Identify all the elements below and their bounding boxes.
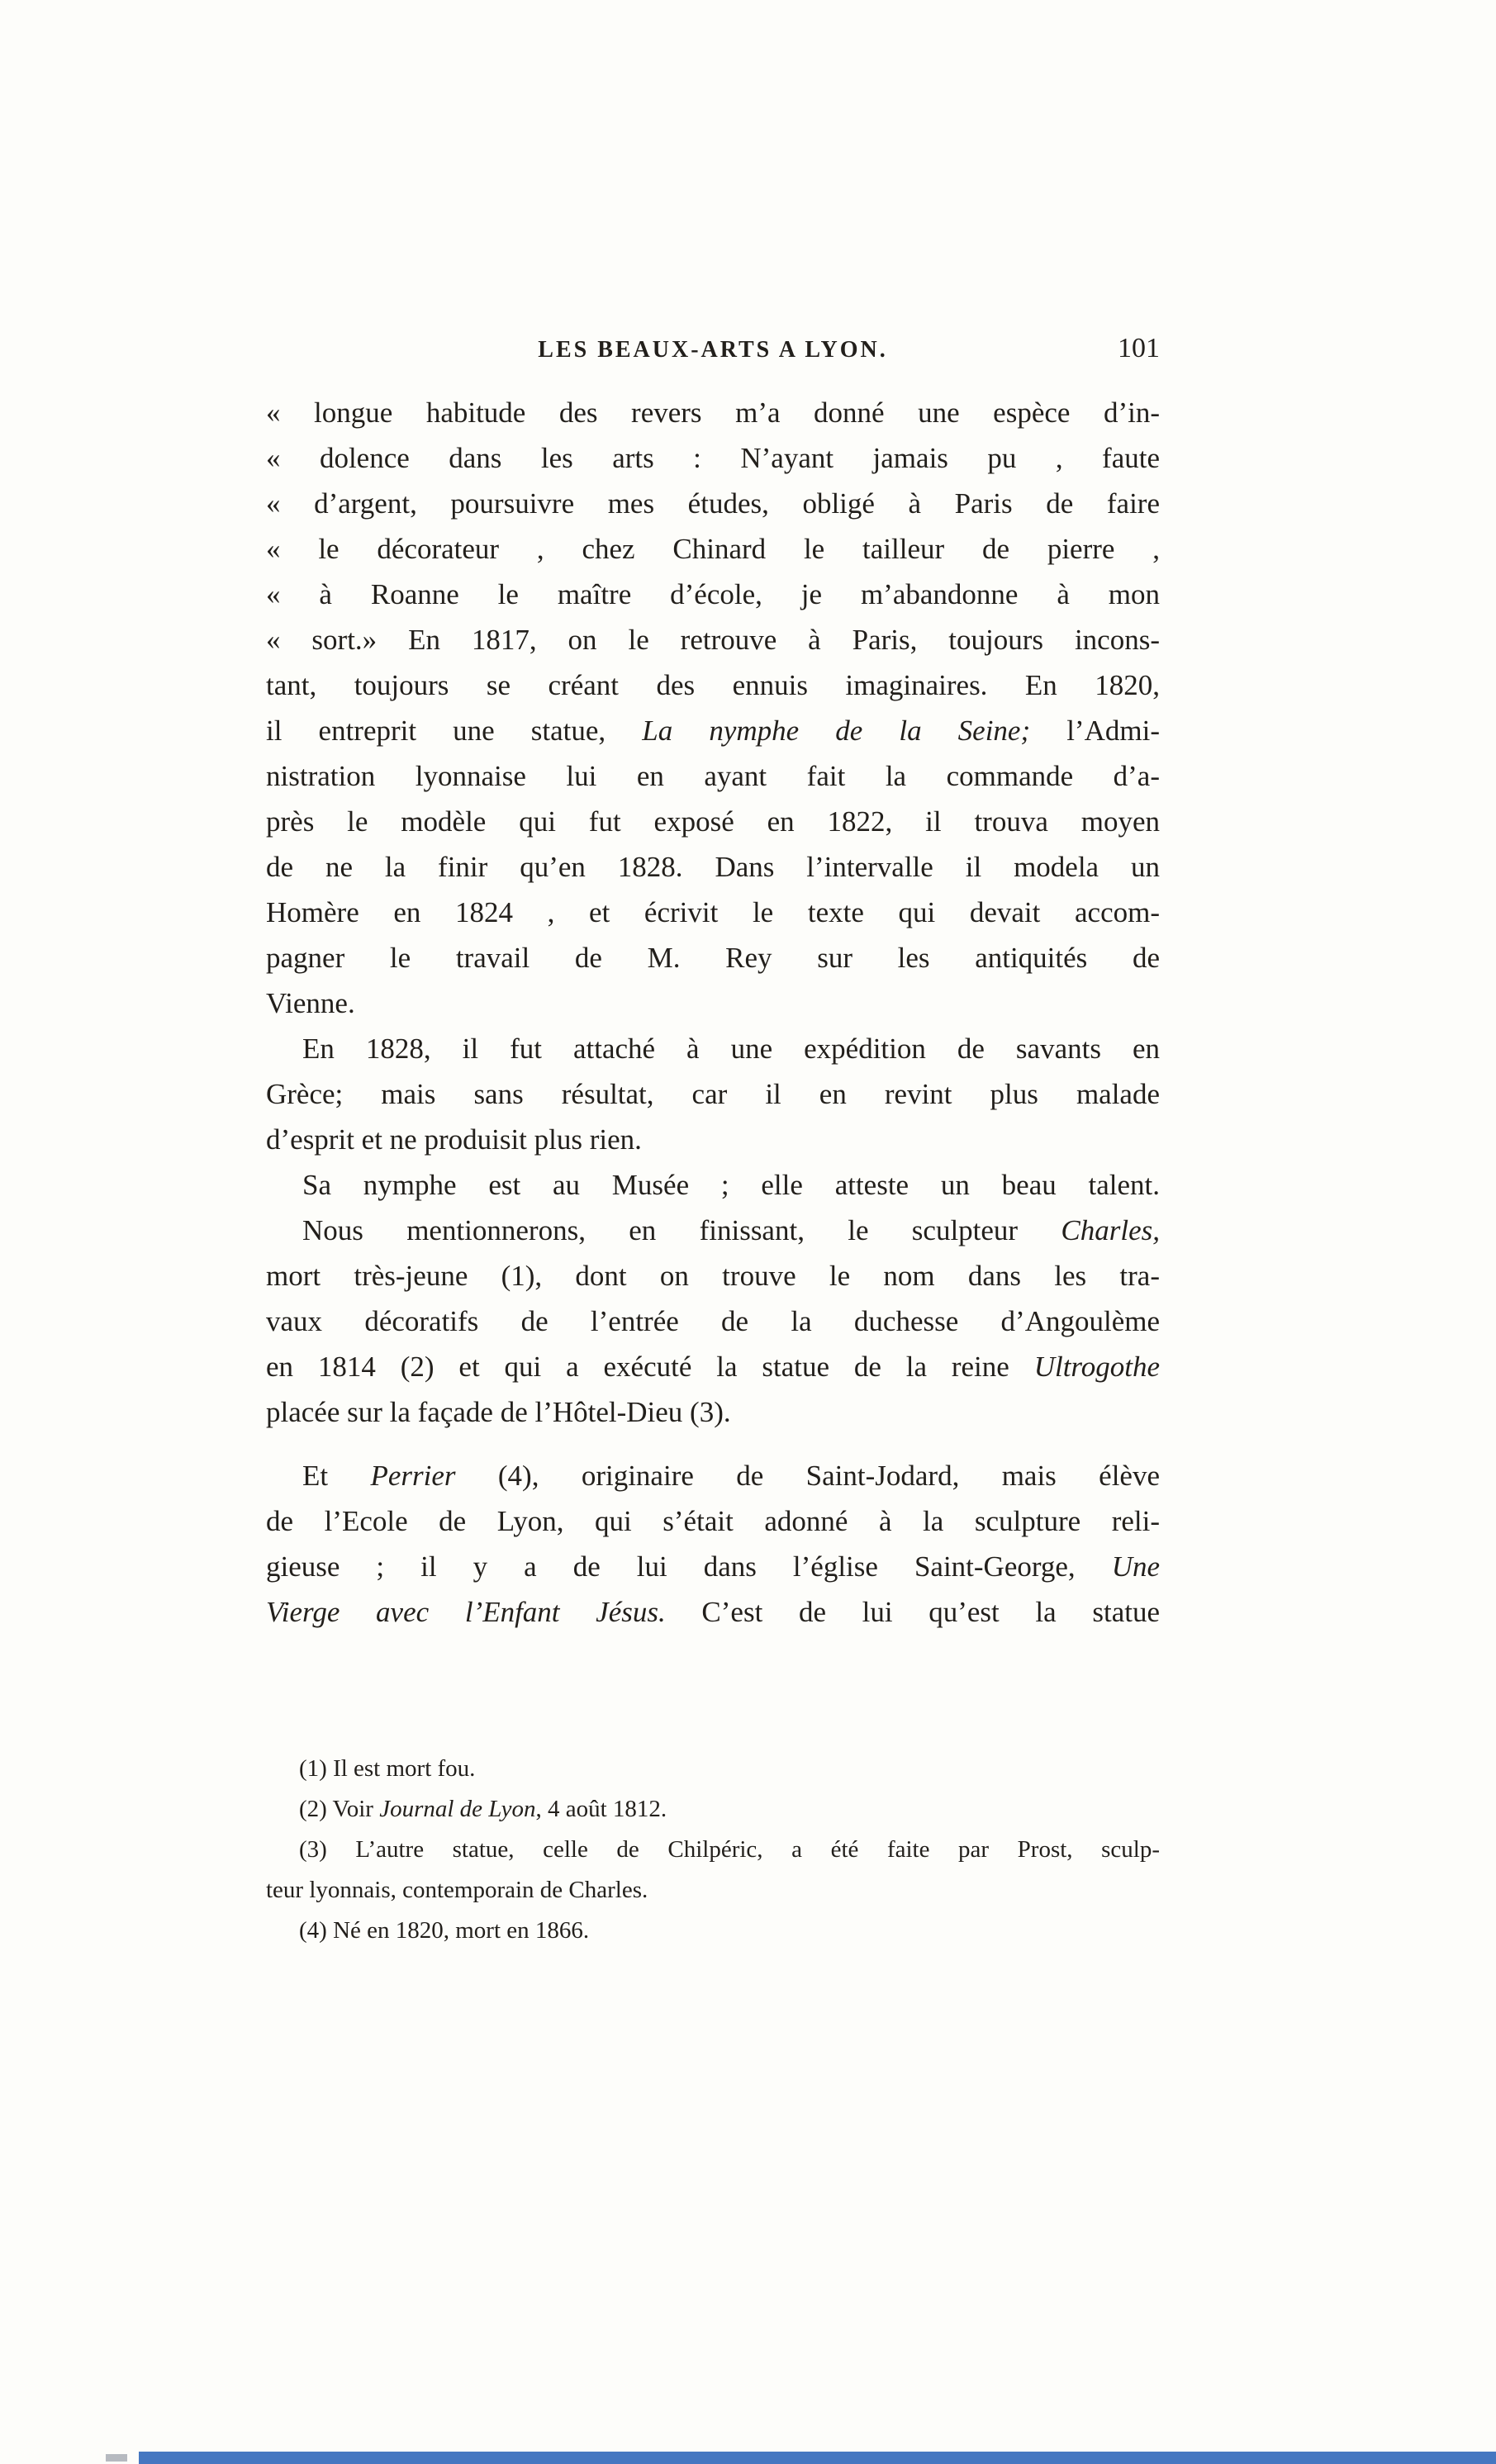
text-line — [266, 1253, 1160, 1298]
text-block — [266, 332, 1160, 1951]
italic-text-segment: Journal de Lyon — [379, 1796, 536, 1822]
text-line — [266, 799, 1160, 844]
text-line — [266, 1830, 1160, 1870]
text-segment: « à Roanne le maître d’école, je m’abandonne à mon — [266, 578, 1160, 610]
text-line — [266, 1026, 1160, 1071]
paragraph — [266, 1208, 1160, 1435]
text-segment: « sort.» En 1817, on le retrouve à Paris, toujours incons- — [266, 624, 1160, 656]
text-segment: d’esprit et ne produisit plus rien. — [266, 1123, 642, 1156]
text-segment: Nous mentionnerons, en finissant, le sculpteur — [302, 1214, 1061, 1246]
text-line — [266, 1544, 1160, 1589]
text-segment: « dolence dans les arts : N’ayant jamais pu , faute — [266, 442, 1160, 474]
text-segment: Et — [302, 1460, 371, 1492]
text-line — [266, 1911, 1160, 1951]
running-title: LES BEAUX-ARTS A LYON. — [538, 337, 888, 363]
italic-text-segment: Perrier — [370, 1460, 456, 1492]
text-line — [266, 1344, 1160, 1389]
text-line — [266, 1117, 1160, 1162]
text-segment: (2) Voir — [299, 1796, 380, 1822]
scan-artifact-tick — [106, 2454, 127, 2462]
text-line — [266, 890, 1160, 935]
text-segment: placée sur la façade de l’Hôtel-Dieu (3). — [266, 1396, 731, 1428]
page-header — [266, 332, 1160, 368]
paragraph — [266, 1026, 1160, 1162]
text-segment: près le modèle qui fut exposé en 1822, il trouva moyen — [266, 805, 1160, 838]
paragraph — [266, 1162, 1160, 1208]
body-text — [266, 390, 1160, 1635]
text-segment: (3) L’autre statue, celle de Chilpéric, a été faite par Prost, sculp- — [299, 1836, 1160, 1863]
text-line — [266, 1389, 1160, 1435]
text-line — [266, 1498, 1160, 1544]
text-segment: il entreprit une statue, — [266, 715, 643, 747]
italic-text-segment: Charles, — [1061, 1214, 1160, 1246]
text-line — [266, 844, 1160, 890]
text-line — [266, 572, 1160, 617]
text-segment: « le décorateur , chez Chinard le tailleur de pierre , — [266, 533, 1160, 565]
text-segment: En 1828, il fut attaché à une expédition de savants en — [302, 1033, 1160, 1065]
text-line — [266, 1789, 1160, 1830]
text-line — [266, 481, 1160, 526]
text-segment: nistration lyonnaise lui en ayant fait la commande d’a- — [266, 760, 1160, 792]
text-segment: de ne la finir qu’en 1828. Dans l’intervalle il modela un — [266, 851, 1160, 883]
text-segment: mort très-jeune (1), dont on trouve le nom dans les tra- — [266, 1260, 1160, 1292]
text-line — [266, 526, 1160, 572]
text-line — [266, 935, 1160, 980]
page-number: 101 — [1118, 333, 1160, 363]
italic-text-segment: Vierge avec l’Enfant Jésus. — [266, 1596, 666, 1628]
text-line — [266, 708, 1160, 753]
text-line — [266, 753, 1160, 799]
text-segment: pagner le travail de M. Rey sur les antiquités de — [266, 942, 1160, 974]
paragraph — [266, 1453, 1160, 1635]
text-line — [266, 980, 1160, 1026]
text-segment: gieuse ; il y a de lui dans l’église Saint-George, — [266, 1550, 1112, 1583]
text-segment: (4), originaire de Saint-Jodard, mais élève — [455, 1460, 1160, 1492]
footnotes — [266, 1749, 1160, 1951]
text-segment: « d’argent, poursuivre mes études, obligé à Paris de faire — [266, 487, 1160, 520]
text-line — [266, 662, 1160, 708]
text-line — [266, 1589, 1160, 1635]
text-segment: en 1814 (2) et qui a exécuté la statue de la reine — [266, 1351, 1034, 1383]
text-segment: Homère en 1824 , et écrivit le texte qui devait accom- — [266, 896, 1160, 928]
text-line — [266, 390, 1160, 435]
text-segment: Grèce; mais sans résultat, car il en revint plus malade — [266, 1078, 1160, 1110]
text-line — [266, 1208, 1160, 1253]
text-segment: Vienne. — [266, 987, 355, 1019]
text-segment: de l’Ecole de Lyon, qui s’était adonné à la sculpture reli- — [266, 1505, 1160, 1537]
text-line — [266, 435, 1160, 481]
text-line — [266, 1870, 1160, 1911]
italic-text-segment: Ultrogothe — [1033, 1351, 1160, 1383]
text-segment: tant, toujours se créant des ennuis imaginaires. En 1820, — [266, 669, 1160, 701]
text-line — [266, 617, 1160, 662]
text-segment: (4) Né en 1820, mort en 1866. — [299, 1917, 590, 1944]
text-line — [266, 1298, 1160, 1344]
scan-footer-bar — [139, 2452, 1496, 2464]
italic-text-segment: La nymphe de la Seine; — [642, 715, 1031, 747]
text-line — [266, 1071, 1160, 1117]
text-segment: l’Admi- — [1030, 715, 1160, 747]
text-segment: (1) Il est mort fou. — [299, 1755, 476, 1782]
italic-text-segment: Une — [1111, 1550, 1160, 1583]
text-segment: Sa nymphe est au Musée ; elle atteste un beau talent. — [302, 1169, 1160, 1201]
text-segment: C’est de lui qu’est la statue — [665, 1596, 1160, 1628]
text-segment: vaux décoratifs de l’entrée de la duchesse d’Angoulème — [266, 1305, 1160, 1337]
text-segment: , 4 août 1812. — [535, 1796, 667, 1822]
text-line — [266, 1162, 1160, 1208]
paragraph — [266, 390, 1160, 1026]
text-line — [266, 1453, 1160, 1498]
text-segment: « longue habitude des revers m’a donné une espèce d’in- — [266, 396, 1160, 429]
text-line — [266, 1749, 1160, 1789]
text-segment: teur lyonnais, contemporain de Charles. — [266, 1877, 648, 1903]
